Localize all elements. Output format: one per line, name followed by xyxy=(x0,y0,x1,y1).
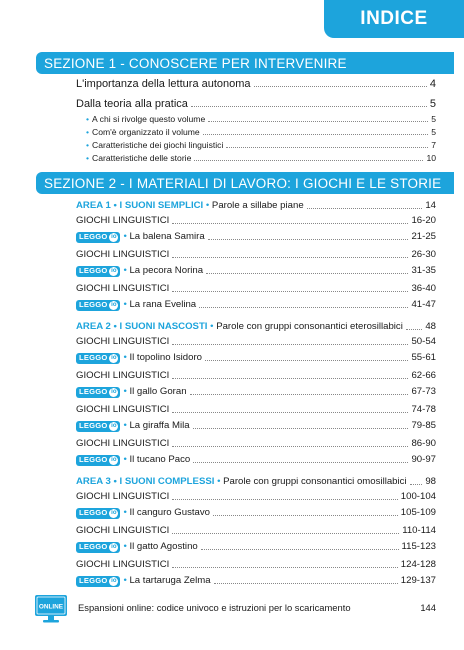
leggo-io-logo: LEGGO io xyxy=(76,353,120,364)
section-2-header xyxy=(36,172,454,194)
games-entry: GIOCHI LINGUISTICI 50-54 xyxy=(76,336,436,347)
index-title-badge xyxy=(324,0,464,38)
games-entry: GIOCHI LINGUISTICI 26-30 xyxy=(76,249,436,260)
leggo-io-logo: LEGGO io xyxy=(76,300,120,311)
toc-entry xyxy=(76,96,436,110)
leggo-io-logo: LEGGO io xyxy=(76,232,120,243)
area-1-heading: AREA 1 • I SUONI SEMPLICI • Parole a sillabe piane 14 xyxy=(76,200,436,211)
toc-entry xyxy=(76,76,436,90)
toc-subentry: • Com'è organizzato il volume 5 xyxy=(86,127,436,137)
story-entry: LEGGO io • Il tucano Paco 90-97 xyxy=(76,452,436,466)
games-entry: GIOCHI LINGUISTICI 86-90 xyxy=(76,438,436,449)
games-entry: GIOCHI LINGUISTICI 110-114 xyxy=(76,525,436,536)
games-entry: GIOCHI LINGUISTICI 62-66 xyxy=(76,370,436,381)
games-entry: GIOCHI LINGUISTICI 16-20 xyxy=(76,215,436,226)
story-entry: LEGGO io • La rana Evelina 41-47 xyxy=(76,297,436,311)
online-expansion-page: 144 xyxy=(420,602,436,613)
story-entry: LEGGO io • La pecora Norina 31-35 xyxy=(76,263,436,277)
area-2-heading: AREA 2 • I SUONI NASCOSTI • Parole con gruppi consonantici eterosillabici 48 xyxy=(76,321,436,332)
games-entry: GIOCHI LINGUISTICI 36-40 xyxy=(76,283,436,294)
story-entry: LEGGO io • Il canguro Gustavo 105-109 xyxy=(76,505,436,519)
area-3-heading: AREA 3 • I SUONI COMPLESSI • Parole con gruppi consonantici omosillabici 98 xyxy=(76,476,436,487)
page-title: INDICE xyxy=(360,8,428,29)
section-1-title: SEZIONE 1 - CONOSCERE PER INTERVENIRE xyxy=(44,55,347,71)
section-1-header xyxy=(36,52,454,74)
story-entry: LEGGO io • Il gallo Goran 67-73 xyxy=(76,384,436,398)
toc-subentry: • Caratteristiche dei giochi linguistici 7 xyxy=(86,140,436,150)
leggo-io-logo: LEGGO io xyxy=(76,387,120,398)
story-entry: LEGGO io • La balena Samira 21-25 xyxy=(76,229,436,243)
leggo-io-logo: LEGGO io xyxy=(76,508,120,519)
online-expansion-text: Espansioni online: codice univoco e istruzioni per lo scaricamento xyxy=(78,602,351,613)
story-entry: LEGGO io • Il topolino Isidoro 55-61 xyxy=(76,350,436,364)
leggo-io-logo: LEGGO io xyxy=(76,576,120,587)
story-entry: LEGGO io • La tartaruga Zelma 129-137 xyxy=(76,573,436,587)
leggo-io-logo: LEGGO io xyxy=(76,455,120,466)
games-entry: GIOCHI LINGUISTICI 74-78 xyxy=(76,404,436,415)
story-entry: LEGGO io • Il gatto Agostino 115-123 xyxy=(76,539,436,553)
story-entry: LEGGO io • La giraffa Mila 79-85 xyxy=(76,418,436,432)
online-monitor-icon xyxy=(34,594,68,624)
leggo-io-logo: LEGGO io xyxy=(76,542,120,553)
games-entry: GIOCHI LINGUISTICI 124-128 xyxy=(76,559,436,570)
toc-entry-page: 5 xyxy=(429,98,436,110)
section-2-title: SEZIONE 2 - I MATERIALI DI LAVORO: I GIOCHI E LE STORIE xyxy=(44,175,442,191)
toc-subentry: • Caratteristiche delle storie 10 xyxy=(86,153,436,163)
games-entry: GIOCHI LINGUISTICI 100-104 xyxy=(76,491,436,502)
toc-entry-label: L'importanza della lettura autonoma xyxy=(76,78,251,90)
svg-text:ONLINE: ONLINE xyxy=(38,603,64,611)
leggo-io-logo: LEGGO io xyxy=(76,421,120,432)
toc-entry-label: Dalla teoria alla pratica xyxy=(76,98,188,110)
toc-entry-page: 4 xyxy=(429,78,436,90)
toc-subentry: • A chi si rivolge questo volume 5 xyxy=(86,114,436,124)
leggo-io-logo: LEGGO io xyxy=(76,266,120,277)
